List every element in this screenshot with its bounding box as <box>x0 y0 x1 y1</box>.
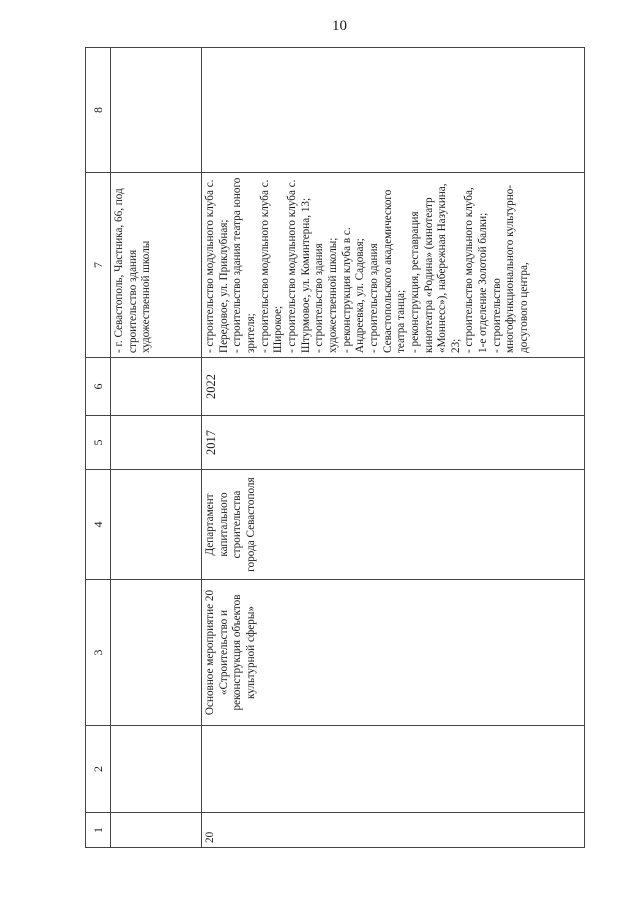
cell-empty <box>111 416 202 470</box>
list-item: - строительство здания театра юного зрителя; <box>231 177 257 353</box>
rotated-table-container <box>85 48 585 848</box>
header-row <box>86 48 111 848</box>
table-row <box>202 48 585 848</box>
col2-cell <box>202 726 585 813</box>
page-number: 10 <box>332 18 347 34</box>
header-col-7: 7 <box>86 173 111 358</box>
cell-empty <box>111 580 202 726</box>
list-item: - строительство модульного клуба с. Передовое, ул. Приклубная; <box>204 179 230 353</box>
objects-list-cell <box>202 173 585 358</box>
header-col-4: 4 <box>86 470 111 580</box>
header-col-1: 1 <box>86 813 111 848</box>
list-item: - строительство модульного клуба с. Штурмовое, ул. Коминтерна, 13; <box>285 179 312 353</box>
header-col-5: 5 <box>86 416 111 470</box>
cell-empty <box>111 48 202 173</box>
list-item: - реконструкция, реставрация кинотеатра «Родина» (кинотеатр «Моннесс»), набережная Назукина, 23; <box>408 183 462 353</box>
list-item: - реконструкция клуба в с. Андреевка, ул. Садовая; <box>340 227 367 353</box>
header-col-6: 6 <box>86 358 111 416</box>
header-col-3: 3 <box>86 580 111 726</box>
header-col-2: 2 <box>86 726 111 813</box>
col8-cell <box>202 48 585 173</box>
cell-empty <box>111 813 202 848</box>
cell-empty <box>111 470 202 580</box>
executor-cell: Департамент капитального строительства города Севастополя <box>202 470 585 580</box>
program-measures-table <box>85 47 585 848</box>
continuation-row <box>111 48 202 848</box>
list-item: - строительство здания художественной школы; <box>313 237 339 353</box>
list-item: - строительство многофункционального культурно-досугового центра, <box>490 184 531 353</box>
row-number-cell: 20 <box>202 813 585 848</box>
list-item: - строительство здания Севастопольского академического театра танца; <box>367 189 408 353</box>
list-item: - строительство модульного клуба, 1-е отделение Золотой балки; <box>463 187 490 353</box>
end-year-cell: 2022 <box>202 358 585 416</box>
continuation-objects-cell: - г. Севастополь, Частника, 66, под строительство здания художественной школы <box>111 173 202 358</box>
list-item: - строительство модульного клуба с. Широкое; <box>258 179 285 353</box>
measure-cell: Основное мероприятие 20 «Строительство и реконструкция объектов культурной сферы» <box>202 580 585 726</box>
cell-empty <box>111 358 202 416</box>
start-year-cell: 2017 <box>202 416 585 470</box>
header-col-8: 8 <box>86 48 111 173</box>
cell-empty <box>111 726 202 813</box>
